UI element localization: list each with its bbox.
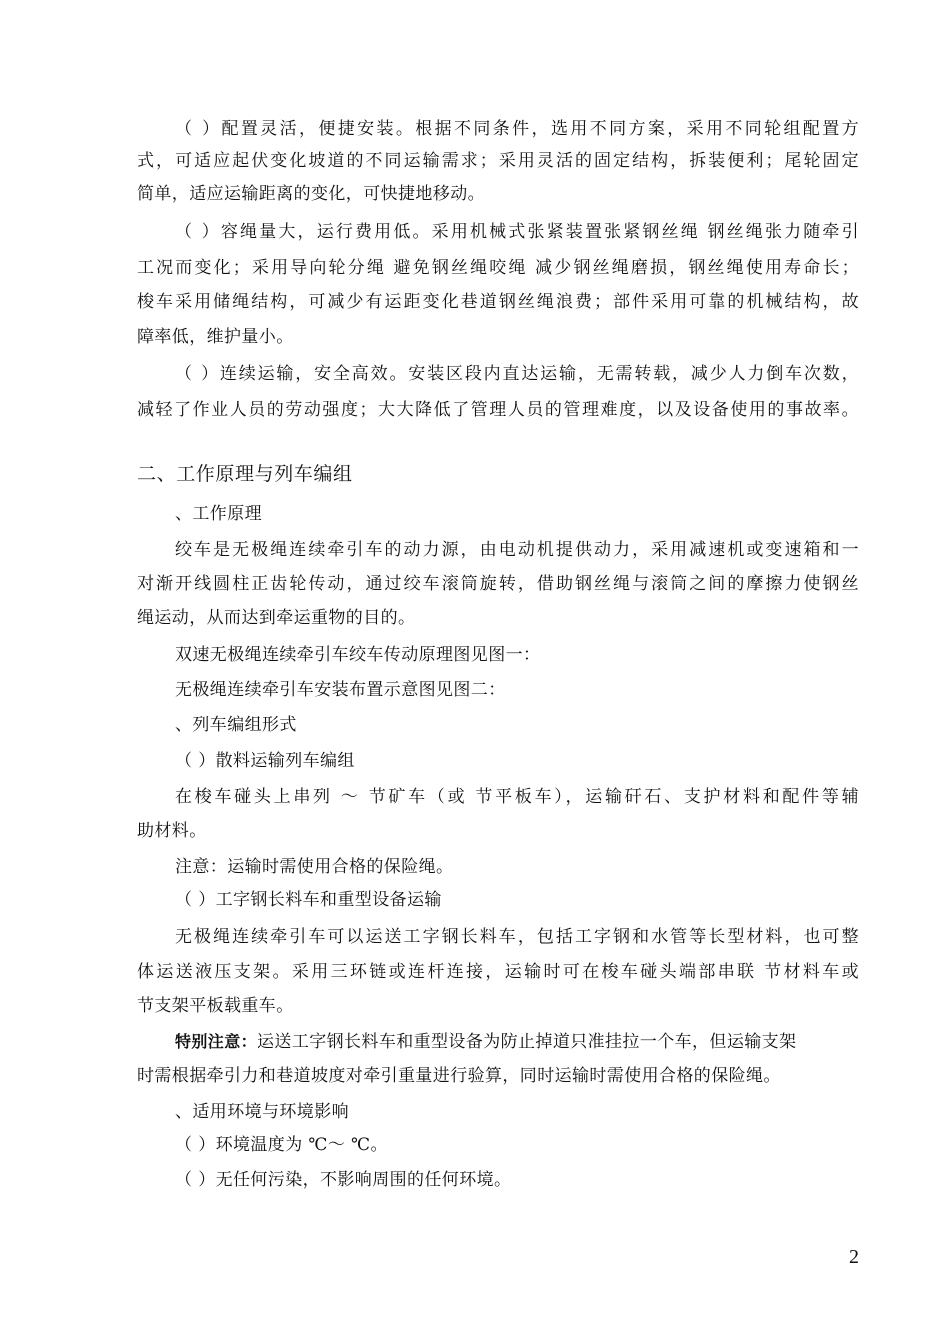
- paragraph-line: 工况而变化；采用导向轮分绳 避免钢丝绳咬绳 减少钢丝绳磨损，钢丝绳使用寿命长；: [137, 258, 859, 278]
- paragraph-line: （ ）容绳量大，运行费用低。采用机械式张紧装置张紧钢丝绳 钢丝绳张力随牵引: [175, 222, 859, 242]
- paragraph-line: 梭车采用储绳结构，可减少有运距变化巷道钢丝绳浪费；部件采用可靠的机械结构，故: [137, 292, 859, 312]
- subsection-heading: 、工作原理: [175, 504, 262, 524]
- paragraph-line: 体运送液压支架。采用三环链或连杆连接，运输时可在梭车碰头端部串联 节材料车或: [137, 962, 859, 982]
- paragraph-line: 无极绳连续牵引车可以运送工字钢长料车，包括工字钢和水管等长型材料，也可整: [175, 927, 859, 947]
- paragraph-line: （ ）连续运输，安全高效。安装区段内直达运输，无需转载，减少人力倒车次数，: [175, 364, 859, 384]
- special-note-text: 运送工字钢长料车和重型设备为防止掉道只准挂拉一个车，但运输支架: [257, 1032, 797, 1052]
- paragraph-line: 在梭车碰头上串列 ～ 节矿车（或 节平板车），运输矸石、支护材料和配件等辅: [175, 787, 859, 807]
- list-item: （ ）无任何污染，不影响周围的任何环境。: [175, 1170, 512, 1190]
- page-number: 2: [849, 1246, 859, 1268]
- paragraph-line: 绳运动，从而达到牵运重物的目的。: [137, 608, 416, 628]
- paragraph-line: 简单，适应运输距离的变化，可快捷地移动。: [137, 184, 485, 204]
- paragraph-line: 时需根据牵引力和巷道坡度对牵引重量进行验算，同时运输时需使用合格的保险绳。: [137, 1066, 781, 1086]
- paragraph-line: 双速无极绳连续牵引车绞车传动原理图见图一：: [175, 645, 541, 665]
- subsection-heading: 、列车编组形式: [175, 715, 297, 735]
- paragraph-line: 减轻了作业人员的劳动强度；大大降低了管理人员的管理难度，以及设备使用的事故率。: [137, 400, 859, 420]
- paragraph-line: 式，可适应起伏变化坡道的不同运输需求；采用灵活的固定结构，拆装便利；尾轮固定: [137, 151, 859, 171]
- special-note-line: [175, 1030, 859, 1054]
- paragraph-line: 节支架平板载重车。: [137, 996, 294, 1016]
- paragraph-line: 无极绳连续牵引车安装布置示意图见图二：: [175, 680, 506, 700]
- paragraph-line: 助材料。: [137, 821, 207, 841]
- list-item: （ ）环境温度为 ℃～ ℃。: [175, 1135, 388, 1155]
- section-heading: 二、工作原理与列车编组: [137, 463, 353, 485]
- paragraph-line: （ ）配置灵活，便捷安装。根据不同条件，选用不同方案，采用不同轮组配置方: [175, 119, 859, 139]
- paragraph-line: 障率低，维护量小。: [137, 327, 294, 347]
- paragraph-line: 对渐开线圆柱正齿轮传动，通过绞车滚筒旋转，借助钢丝绳与滚筒之间的摩擦力使钢丝: [137, 574, 859, 594]
- paragraph-line: 绞车是无极绳连续牵引车的动力源，由电动机提供动力，采用减速机或变速箱和一: [175, 540, 859, 560]
- subsection-heading: 、适用环境与环境影响: [175, 1102, 349, 1122]
- list-item-heading: （ ）工字钢长料车和重型设备运输: [175, 890, 442, 910]
- special-note-label: 特别注意：: [175, 1032, 258, 1051]
- note-line: 注意：运输时需使用合格的保险绳。: [175, 857, 454, 877]
- list-item-heading: （ ）散料运输列车编组: [175, 751, 355, 771]
